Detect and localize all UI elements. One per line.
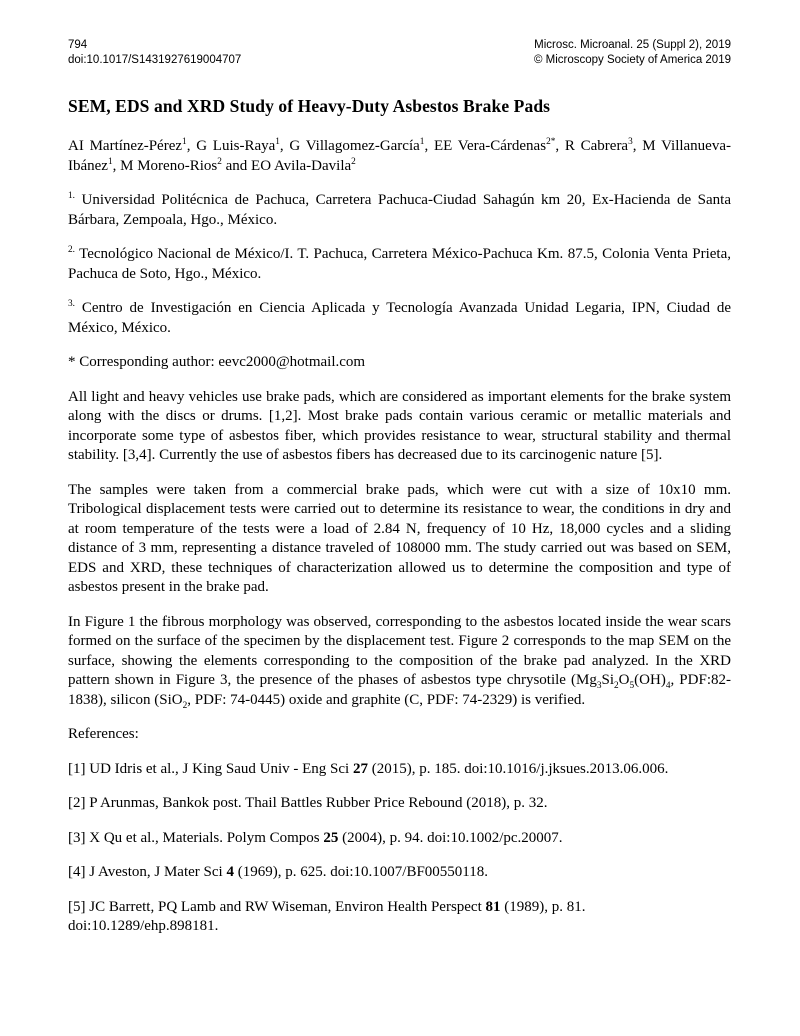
page-header <box>68 38 731 68</box>
paper-title: SEM, EDS and XRD Study of Heavy-Duty Asbestos Brake Pads <box>68 96 551 116</box>
references-list <box>68 760 731 937</box>
references-heading: References: <box>68 726 139 742</box>
journal-citation: Microsc. Microanal. 25 (Suppl 2), 2019 <box>534 39 731 51</box>
copyright-line: © Microscopy Society of America 2019 <box>533 54 731 66</box>
doi-text: doi:10.1017/S1431927619004707 <box>68 54 242 66</box>
paragraph-introduction: All light and heavy vehicles use brake pads, which are considered as important elements for the brake system along with the discs or drums. [1,2]. Most brake pads contain various ceramic or metallic materials and incorporate some type of asbestos fiber, which provides resistance to wear, structural stability and thermal stability. [3,4]. Currently the use of asbestos fibers has decreased due to its carcinogenic nature [5]. <box>68 388 731 463</box>
header-left <box>68 38 241 68</box>
paragraph-results: In Figure 1 the fibrous morphology was observed, corresponding to the asbestos located inside the wear scars formed on the surface of the specimen by the displacement test. Figure 2 corresponds to the map SEM on the surface, showing the elements corresponding to the composition of the brake pad analyzed. In the XRD pattern shown in Figure 3, the presence of the phases of asbestos type chrysotile ($Mg_3Si_2O_5(OH)_4$, PDF:82-1838), silicon (SiO$_2$, PDF: 74-0445) oxide and graphite (C, PDF: 74-2329) is verified. <box>68 613 731 711</box>
header-right <box>534 38 731 68</box>
reference-4: [4] J Aveston, J Mater Sci 4 (1969), p. 625. doi:10.1007/BF00550118. <box>68 864 488 880</box>
affiliations-block <box>68 191 731 373</box>
reference-3: [3] X Qu et al., Materials. Polym Compos 25 (2004), p. 94. doi:10.1002/pc.20007. <box>68 829 563 846</box>
affiliation-3: $^{3.}$ Centro de Investigación en Ciencia Aplicada y Tecnología Avanzada Unidad Legaria, IPN, Ciudad de México, México. <box>68 299 731 336</box>
author-list: AI Martínez-Pérez$^1$, G Luis-Raya$^1$, G Villagomez-García$^1$, EE Vera-Cárdenas$^{2*}$, R Cabrera$^3$, M Villanueva-Ibánez$^1$, M Moreno-Rios$^2$ and EO Avila-Davila$^2$ <box>68 137 731 174</box>
paragraph-methods: The samples were taken from a commercial brake pads, which were cut with a size of 10x10 mm. Tribological displacement tests were carried out to determine its resistance to wear, the conditions in dry and at room temperature of the tests were a load of 2.84 N, frequency of 10 Hz, 18,000 cycles and a sliding distance of 3 mm, representing a distance traveled of 108000 mm. The study carried out was based on SEM, EDS and XRD, these techniques of characterization allowed us to determine the composition and type of asbestos present in the brake pad. <box>68 481 731 595</box>
affiliation-1: $^{1.}$ Universidad Politécnica de Pachuca, Carretera Pachuca-Ciudad Sahagún km 20, Ex-Hacienda de Santa Bárbara, Zempoala, Hgo., México. <box>68 191 731 228</box>
reference-5: [5] JC Barrett, PQ Lamb and RW Wiseman, Environ Health Perspect 81 (1989), p. 81. doi:10.1289/ehp.898181. <box>68 898 586 934</box>
page-number: 794 <box>68 39 88 51</box>
reference-2: [2] P Arunmas, Bankok post. Thail Battles Rubber Price Rebound (2018), p. 32. <box>68 795 548 811</box>
affiliation-2: $^{2.}$ Tecnológico Nacional de México/I. T. Pachuca, Carretera México-Pachuca Km. 87.5, Colonia Venta Prieta, Pachuca de Soto, Hgo., México. <box>68 245 731 282</box>
corresponding-author-line: * Corresponding author: eevc2000@hotmail.com <box>68 354 366 370</box>
reference-1: [1] UD Idris et al., J King Saud Univ - Eng Sci 27 (2015), p. 185. doi:10.1016/j.jksues.2013.06.006. <box>68 760 669 777</box>
